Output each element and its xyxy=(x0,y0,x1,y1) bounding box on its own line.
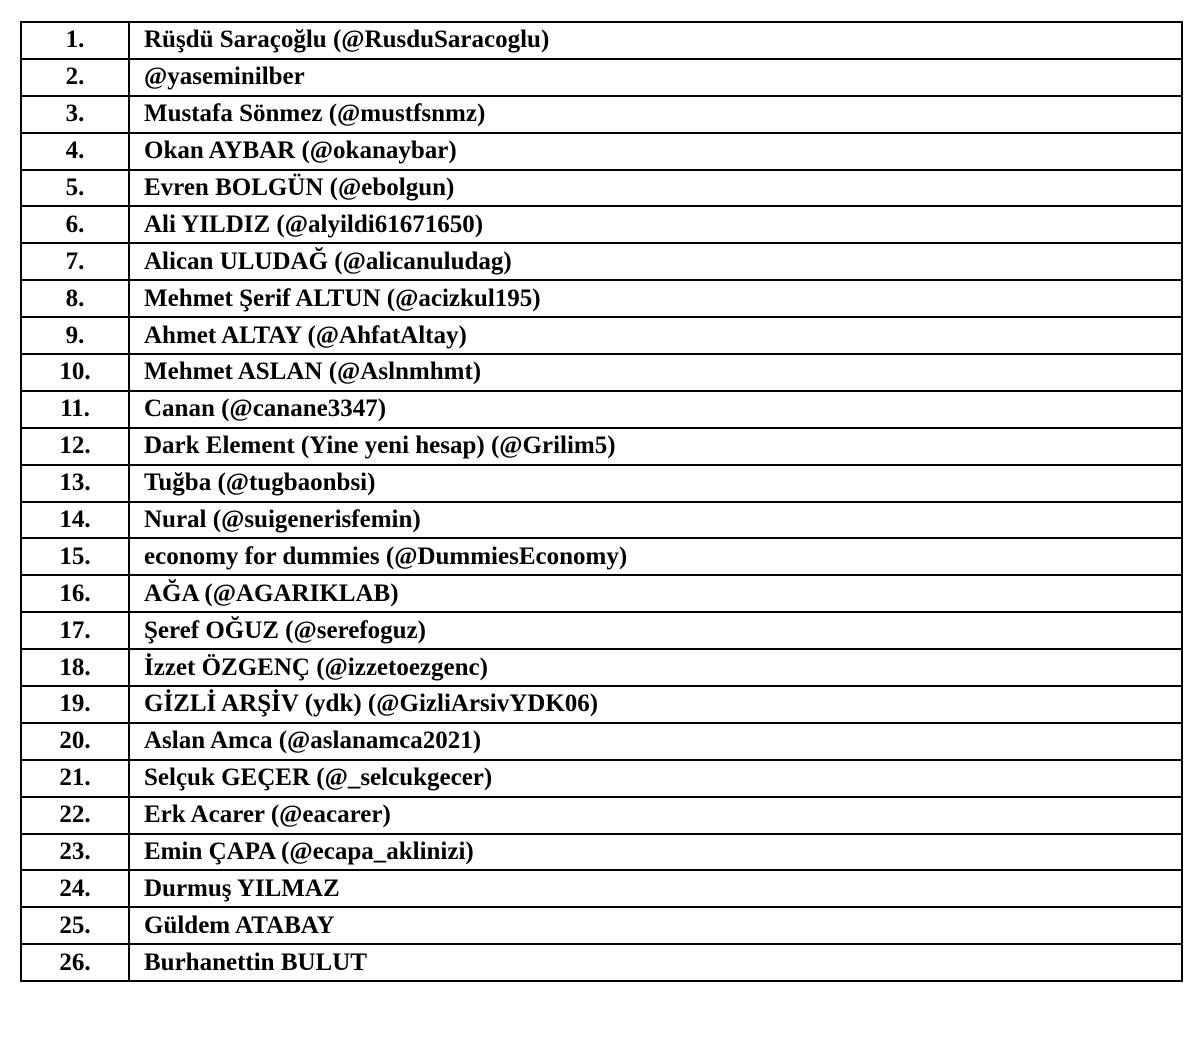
table-row xyxy=(21,170,1182,207)
row-number: 8. xyxy=(21,280,129,317)
account-name: Ahmet ALTAY (@AhfatAltay) xyxy=(129,317,1182,354)
table-row xyxy=(21,797,1182,834)
table-row xyxy=(21,723,1182,760)
row-number: 3. xyxy=(21,96,129,133)
table-row xyxy=(21,59,1182,96)
account-name: Nural (@suigenerisfemin) xyxy=(129,502,1182,539)
account-name: İzzet ÖZGENÇ (@izzetoezgenc) xyxy=(129,649,1182,686)
row-number: 23. xyxy=(21,834,129,871)
account-name: economy for dummies (@DummiesEconomy) xyxy=(129,538,1182,575)
row-number: 1. xyxy=(21,22,129,59)
account-list-table xyxy=(20,21,1183,982)
table-row xyxy=(21,243,1182,280)
account-name: Canan (@canane3347) xyxy=(129,391,1182,428)
table-row xyxy=(21,465,1182,502)
row-number: 18. xyxy=(21,649,129,686)
account-name: Erk Acarer (@eacarer) xyxy=(129,797,1182,834)
row-number: 20. xyxy=(21,723,129,760)
table-row xyxy=(21,575,1182,612)
table-row xyxy=(21,649,1182,686)
row-number: 17. xyxy=(21,612,129,649)
table-row xyxy=(21,944,1182,981)
account-name: Okan AYBAR (@okanaybar) xyxy=(129,133,1182,170)
table-row xyxy=(21,502,1182,539)
row-number: 15. xyxy=(21,538,129,575)
account-name: Tuğba (@tugbaonbsi) xyxy=(129,465,1182,502)
account-name: Ali YILDIZ (@alyildi61671650) xyxy=(129,206,1182,243)
account-name: Şeref OĞUZ (@serefoguz) xyxy=(129,612,1182,649)
row-number: 2. xyxy=(21,59,129,96)
table-row xyxy=(21,206,1182,243)
account-name: Selçuk GEÇER (@_selcukgecer) xyxy=(129,760,1182,797)
table-row xyxy=(21,686,1182,723)
row-number: 4. xyxy=(21,133,129,170)
table-row xyxy=(21,96,1182,133)
row-number: 7. xyxy=(21,243,129,280)
table-row xyxy=(21,907,1182,944)
row-number: 13. xyxy=(21,465,129,502)
row-number: 19. xyxy=(21,686,129,723)
table-row xyxy=(21,760,1182,797)
account-name: GİZLİ ARŞİV (ydk) (@GizliArsivYDK06) xyxy=(129,686,1182,723)
row-number: 9. xyxy=(21,317,129,354)
table-row xyxy=(21,612,1182,649)
account-name: Aslan Amca (@aslanamca2021) xyxy=(129,723,1182,760)
account-name: Mustafa Sönmez (@mustfsnmz) xyxy=(129,96,1182,133)
account-name: Güldem ATABAY xyxy=(129,907,1182,944)
table-row xyxy=(21,834,1182,871)
document-page xyxy=(20,21,1181,982)
row-number: 11. xyxy=(21,391,129,428)
row-number: 10. xyxy=(21,354,129,391)
row-number: 26. xyxy=(21,944,129,981)
row-number: 12. xyxy=(21,428,129,465)
table-row xyxy=(21,428,1182,465)
account-name: Mehmet ASLAN (@Aslnmhmt) xyxy=(129,354,1182,391)
table-row xyxy=(21,538,1182,575)
account-list-body xyxy=(21,22,1182,981)
account-name: Evren BOLGÜN (@ebolgun) xyxy=(129,170,1182,207)
account-name: Emin ÇAPA (@ecapa_aklinizi) xyxy=(129,834,1182,871)
row-number: 5. xyxy=(21,170,129,207)
account-name: Alican ULUDAĞ (@alicanuludag) xyxy=(129,243,1182,280)
table-row xyxy=(21,133,1182,170)
account-name: @yaseminilber xyxy=(129,59,1182,96)
account-name: AĞA (@AGARIKLAB) xyxy=(129,575,1182,612)
row-number: 21. xyxy=(21,760,129,797)
account-name: Dark Element (Yine yeni hesap) (@Grilim5) xyxy=(129,428,1182,465)
row-number: 24. xyxy=(21,870,129,907)
table-row xyxy=(21,22,1182,59)
row-number: 25. xyxy=(21,907,129,944)
account-name: Durmuş YILMAZ xyxy=(129,870,1182,907)
row-number: 22. xyxy=(21,797,129,834)
account-name: Burhanettin BULUT xyxy=(129,944,1182,981)
account-name: Rüşdü Saraçoğlu (@RusduSaracoglu) xyxy=(129,22,1182,59)
row-number: 6. xyxy=(21,206,129,243)
row-number: 14. xyxy=(21,502,129,539)
table-row xyxy=(21,870,1182,907)
account-name: Mehmet Şerif ALTUN (@acizkul195) xyxy=(129,280,1182,317)
table-row xyxy=(21,280,1182,317)
table-row xyxy=(21,317,1182,354)
table-row xyxy=(21,391,1182,428)
table-row xyxy=(21,354,1182,391)
row-number: 16. xyxy=(21,575,129,612)
